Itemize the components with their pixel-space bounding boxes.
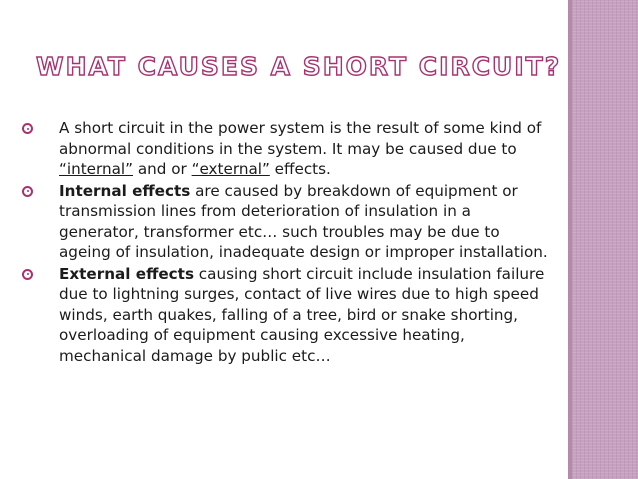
- external-quote: “external”: [191, 160, 270, 178]
- decorative-side-band: [568, 0, 638, 479]
- bullet-text: A short circuit in the power system is the result of some kind of abnormal conditions in the system. It may be caused due to: [59, 119, 542, 158]
- bullet-text-middle: and or: [133, 160, 192, 178]
- bullet-bold-lead: External effects: [59, 264, 194, 283]
- bullet-item-short-circuit: [22, 118, 552, 180]
- bullet-text: causing short circuit include insulation failure due to lightning surges, contact of live wires due to high speed winds, earth quakes, falling of a tree, bird or snake shorting, overloading of equipment causing excessive heating, mechanical damage by public etc…: [59, 264, 545, 365]
- slide-title: WHAT CAUSES A SHORT CIRCUIT?: [36, 52, 562, 81]
- internal-quote: “internal”: [59, 160, 134, 178]
- bullet-text: are caused by breakdown of equipment or transmission lines from deterioration of insulation in a generator, transformer etc… such troubles may be due to ageing of insulation, inadequate design or improper installation.: [59, 181, 548, 261]
- bullet-bold-lead: Internal effects: [59, 181, 191, 200]
- bullet-item-external-effects: [22, 264, 552, 367]
- circled-dot-bullet-icon: [22, 123, 33, 134]
- circled-dot-bullet-icon: [22, 186, 33, 197]
- bullet-item-internal-effects: [22, 181, 552, 263]
- bullet-list: [22, 118, 552, 367]
- circled-dot-bullet-icon: [22, 269, 33, 280]
- bullet-text-end: effects.: [269, 160, 331, 178]
